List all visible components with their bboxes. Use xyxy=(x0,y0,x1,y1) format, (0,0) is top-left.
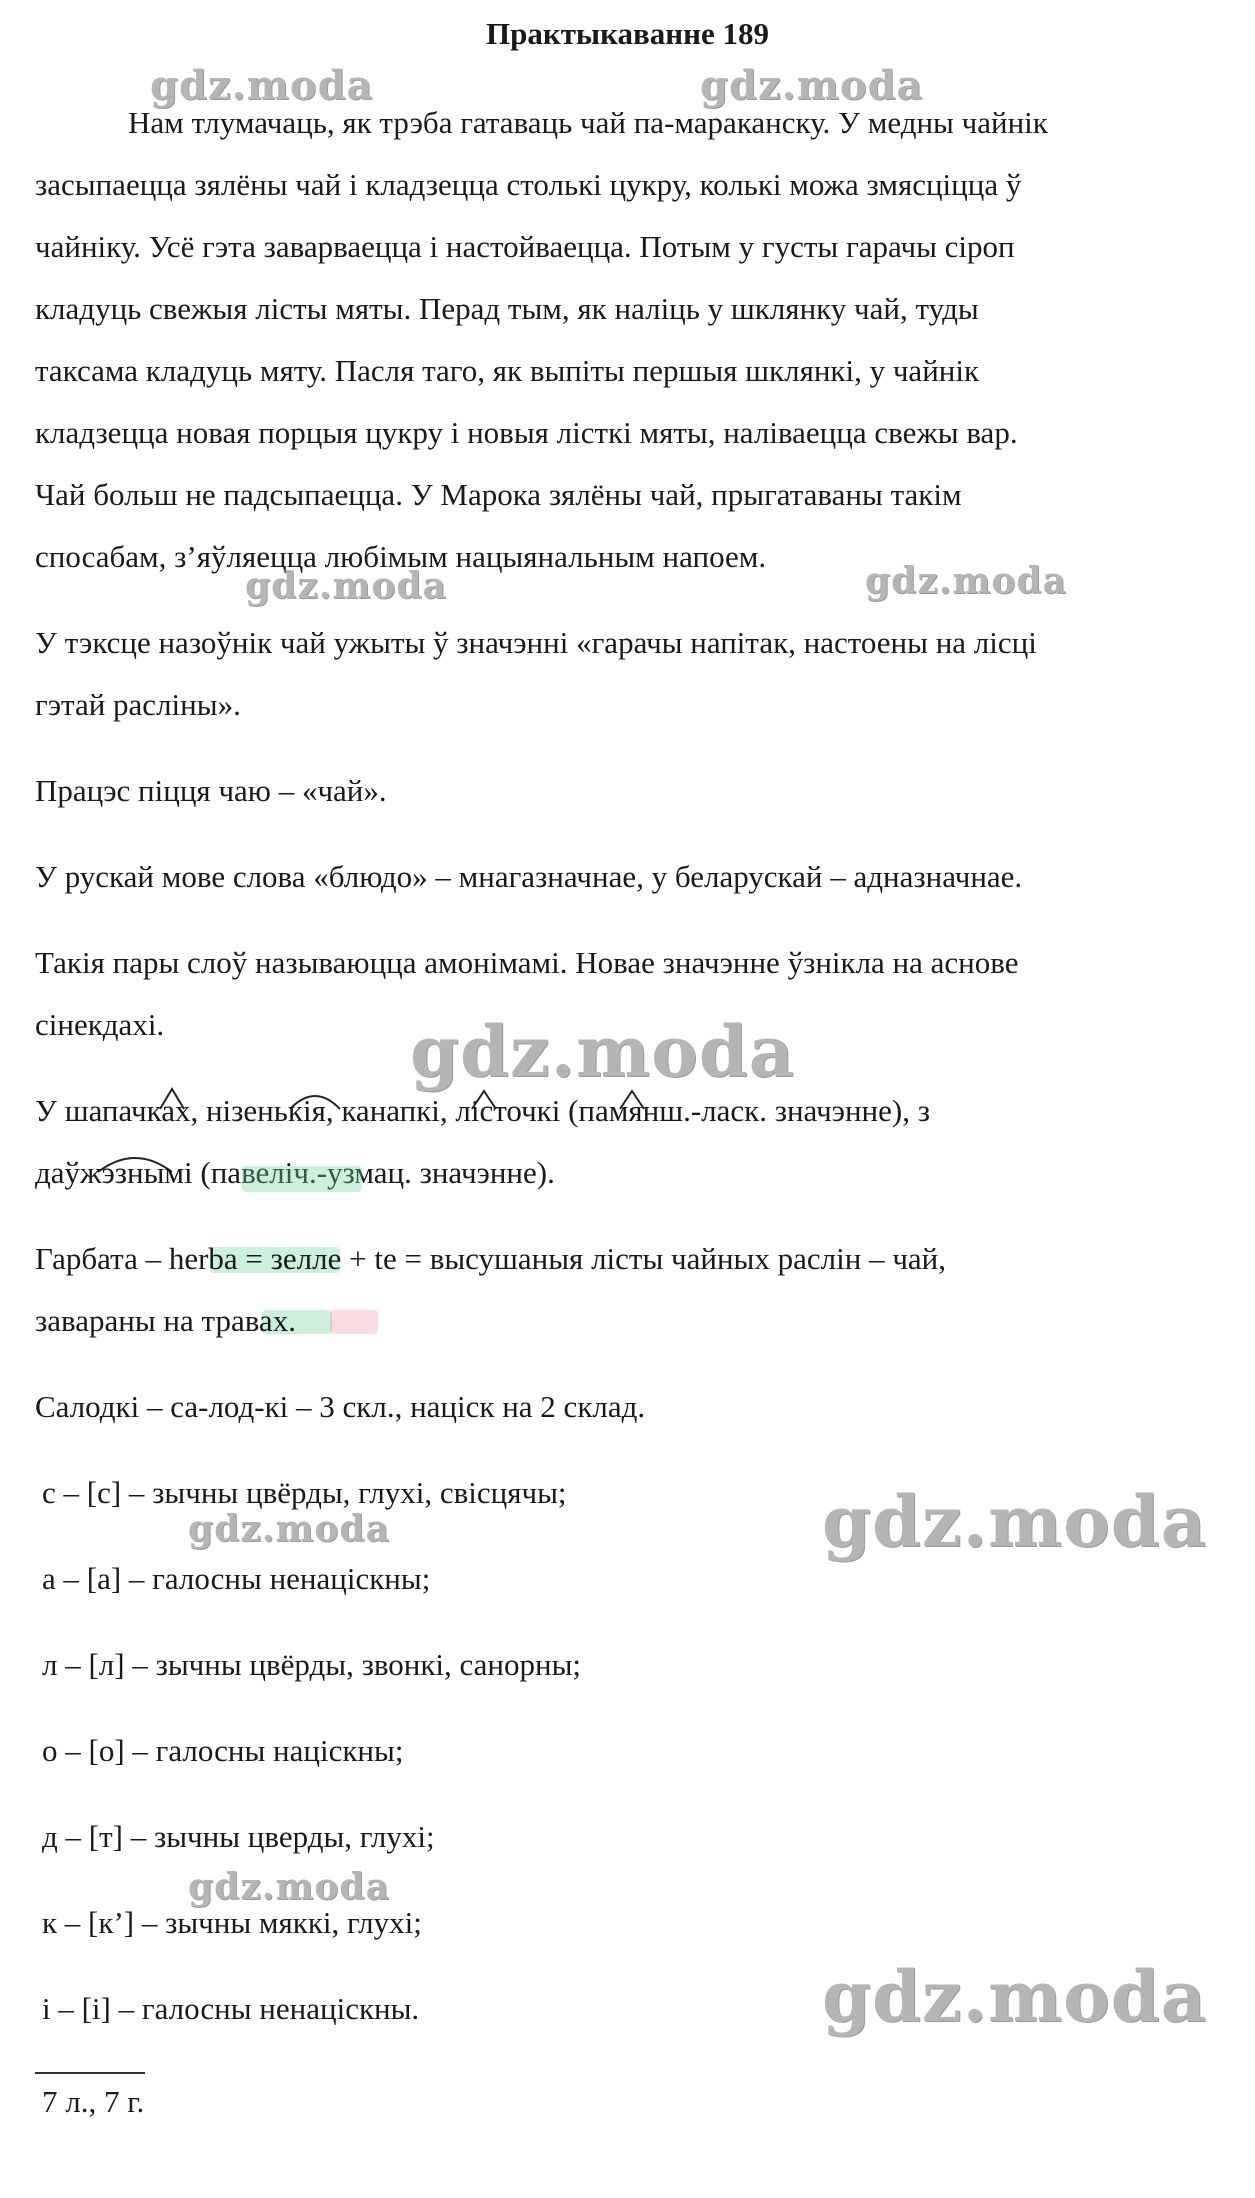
phonetic-line: с – [с] – зычны цвёрды, глухі, свісцячы; xyxy=(42,1475,567,1510)
text-line: завараны на травах. xyxy=(35,1303,296,1338)
text-line: Гарбата – herba = зелле + te = высушаныя лісты чайных раслін – чай, xyxy=(35,1241,947,1276)
watermark: gdz.moda xyxy=(822,1480,1208,1563)
text-line: кладзецца новая порцыя цукру і новыя лісткі мяты, наліваецца свежы вар. xyxy=(35,415,1018,450)
text-line: У тэксце назоўнік чай ужыты ў значэнні «гарачы напітак, настоены на лісці xyxy=(35,625,1037,660)
phonetic-line: і – [і] – галосны ненаціскны. xyxy=(42,1991,420,2026)
watermark: gdz.moda xyxy=(410,1010,796,1093)
watermark: gdz.moda xyxy=(865,560,1067,602)
text-line: даўжэзнымі (павеліч.-узмац. значэнне). xyxy=(35,1155,555,1190)
watermark: gdz.moda xyxy=(822,1955,1208,2038)
highlighter-mark xyxy=(330,1310,378,1334)
text-line: спосабам, з’яўляецца любімым нацыянальным напоем. xyxy=(35,539,767,574)
watermark: gdz.moda xyxy=(188,1508,390,1550)
phonetic-line: а – [а] – галосны ненаціскны; xyxy=(42,1561,431,1596)
text-line: кладуць свежыя лісты мяты. Перад тым, як наліць у шклянку чай, туды xyxy=(35,291,979,326)
summary-line: 7 л., 7 г. xyxy=(42,2084,145,2119)
text-line: сінекдахі. xyxy=(35,1007,165,1042)
watermark: gdz.moda xyxy=(150,62,374,109)
text-line: гэтай расліны». xyxy=(35,687,241,722)
text-line: Салодкі – са-лод-кі – 3 скл., націск на 2 склад. xyxy=(35,1389,646,1424)
text-line: чайніку. Усё гэта заварваецца і настойваецца. Потым у густы гарачы сіроп xyxy=(35,229,1015,264)
text-line: Чай больш не падсыпаецца. У Марока зялёны чай, прыгатаваны такім xyxy=(35,477,962,512)
text-line: У рускай мове слова «блюдо» – мнагазначнае, у беларускай – адназначнае. xyxy=(35,859,1023,894)
watermark: gdz.moda xyxy=(700,62,924,109)
text-line: У шапачках, нізенькія, канапкі, лісточкі (памянш.-ласк. значэнне), з xyxy=(35,1093,930,1128)
highlighter-mark xyxy=(242,1166,362,1192)
phonetic-line: л – [л] – зычны цвёрды, звонкі, санорны; xyxy=(42,1647,582,1682)
text-line: таксама кладуць мяту. Пасля таго, як выпіты першыя шклянкі, у чайнік xyxy=(35,353,980,388)
text-line: Такія пары слоў называюцца амонімамі. Новае значэнне ўзнікла на аснове xyxy=(35,945,1019,980)
divider xyxy=(35,2072,145,2074)
page-title: Практыкаванне 189 xyxy=(485,16,769,51)
phonetic-line: к – [к’] – зычны мяккі, глухі; xyxy=(42,1905,422,1940)
watermark: gdz.moda xyxy=(188,1866,390,1908)
text-line: Працэс піцця чаю – «чай». xyxy=(35,773,387,808)
text-line: засыпаецца зялёны чай і кладзецца столькі цукру, колькі можа змясціцца ў xyxy=(35,167,1022,202)
phonetic-line: д – [т] – зычны цверды, глухі; xyxy=(42,1819,435,1854)
text-line: Нам тлумачаць, як трэба гатаваць чай па-мараканску. У медны чайнік xyxy=(128,105,1048,140)
watermark: gdz.moda xyxy=(245,565,447,607)
phonetic-line: о – [о] – галосны націскны; xyxy=(42,1733,404,1768)
